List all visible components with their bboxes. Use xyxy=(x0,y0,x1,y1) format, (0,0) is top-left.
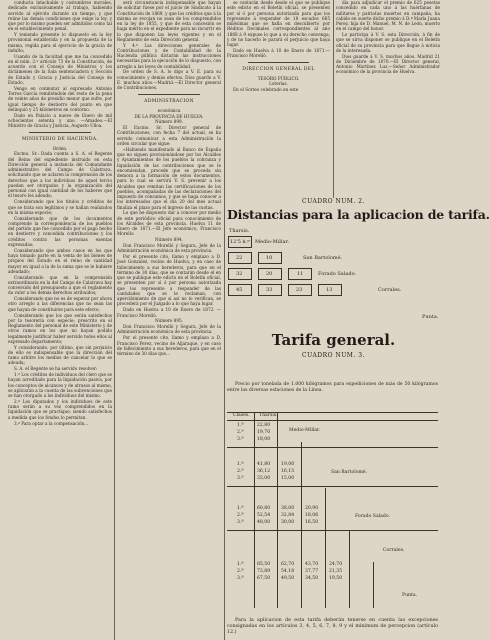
station-label: Medio-Millar. xyxy=(289,428,321,433)
paragraph: día para adjudicar el premio de 625 pesetas concedido en cada uno á las huérfanas de militares y patriotas muertos en campaña, ha cabido en suerte dicho premio á D.ª María Juana Perez, hija de D. Manuel, M. N. de León, muerto en el campo del honor. xyxy=(336,0,440,32)
grid-value: 20 xyxy=(266,271,273,277)
station-label: Corrales. xyxy=(383,548,405,553)
table-rule xyxy=(227,420,438,421)
price-cell: 54,18 xyxy=(281,569,295,574)
price-cell: 38,00 xyxy=(281,506,295,511)
section-heading: DIRECCION GENERAL DEL xyxy=(242,67,315,73)
price-cell: 34,50 xyxy=(305,576,319,581)
paragraph: Dado en Palacio a nueve de Enero de mil ochocientos setenta y uno. —Amadeo.—El Ministro de Gracia y Justicia, Augusto Ulloa. xyxy=(8,112,112,129)
grid-value: 33 xyxy=(266,287,273,293)
price-cell: 60,80 xyxy=(257,506,271,511)
paragraph: Dado en Huelva á 10 de Enero de 1871.—Francisco Morelló. xyxy=(227,47,330,59)
class-label: 2.ª xyxy=(237,430,244,435)
grid-value: 10 xyxy=(266,255,273,261)
price-cell: 32,84 xyxy=(281,513,295,518)
distance-grid xyxy=(228,236,438,324)
price-cell: 18,00 xyxy=(257,437,271,442)
price-cell: 62,70 xyxy=(281,562,295,567)
paragraph: Considerando que en la comprensión extraordinaria en la del Campo de Calatrava hay conversión del presupuesto a que el reglamento da valor a los demás derechos atribuidos; xyxy=(8,274,112,296)
divider xyxy=(248,62,310,63)
subheading: DE LA PROVINCIA DE HUELVA. xyxy=(134,113,204,119)
grid-value: 45 xyxy=(236,287,243,293)
price-cell: 19,50 xyxy=(329,576,343,581)
section-heading: ADMINISTRACION xyxy=(144,99,194,105)
class-label: 2.ª xyxy=(237,469,244,474)
table-rule xyxy=(349,530,350,608)
price-cell: 41,80 xyxy=(257,462,271,467)
price-cell: 19,70 xyxy=(257,430,271,435)
grid-station: Medio-Millar. xyxy=(255,239,289,245)
grid-value: 11 xyxy=(297,271,304,277)
price-cell: 43,70 xyxy=(305,562,319,567)
paragraph: Lo que he dispuesto dar a conocer por medio de este periódico oficial para conocimiento de los Alcaldes de esta provincia. Huelva 11 de Enero de 1871.—El Jefe económico, Francisco Morello. xyxy=(117,210,221,237)
class-label: 3.ª xyxy=(237,520,244,525)
column-header: Tharsis. xyxy=(259,413,278,418)
paragraph: 1.º Los créditos de individuos del clero que se hayan acreditado para la liquidación pasiva, por los conceptos de alcances y de atrasos al mismo, se aplicarán a la cuenta de las subvenciones que se han otorgado a los individuos del mismo. xyxy=(8,372,112,399)
price-cell: 33,00 xyxy=(257,476,271,481)
paragraph: En el Sorteo celebrado en este xyxy=(233,87,299,93)
cuadro-3-label: CUADRO NUM. 3. xyxy=(302,352,365,359)
paragraph: De orden de S. A. lo digo a V. E. para su conocimiento y demás efectos. Dios guarde a V. E. muchos años.—Madrid.—El Director general de Contribuciones. xyxy=(117,69,221,91)
grid-station: San Bartolomé. xyxy=(303,255,343,261)
station-label: Forado Salado. xyxy=(355,514,390,519)
station-label: San Bartolomé. xyxy=(331,470,367,475)
price-cell: 36,12 xyxy=(257,469,271,474)
price-cell: 85,50 xyxy=(257,562,271,567)
tarifa-intro: Precio por tonelada de 1.000 kilógramos para expediciones de más de 50 kilógramos entre las diversas estaciones de la Línea. xyxy=(227,382,438,393)
paragraph: Considerando que no es de esperar por ahora otro arreglo a las diferencias que no sean las que hayan de constituirse para este efecto; xyxy=(8,296,112,312)
paragraph: será circunstancia indispensable que hayan de solicitar fuese por el juicio de Sindicato á la Constitución de 1869, y que los créditos que á la misma se recojan no sean de los comprendidos en la ley de 1855, y que de esta concesión se haga mérito en el expediente para no incurrir en lo que disponen las leyes vigentes y en el Reglamento de esta Dirección general. xyxy=(117,0,221,42)
paragraph: Considerando que de los documentos comprende la correspondencia de los pueblos del partido que fue concedido por el pago hecho en destierro y concedida contribuciones y los créditos contra las personas exentas expresadas; xyxy=(8,215,112,247)
cuadro-2-title: Distancias para la aplicacion de tarifa. xyxy=(227,207,490,222)
price-cell: 37,77 xyxy=(305,569,319,574)
price-cell: 67,50 xyxy=(257,576,271,581)
price-cell: 15,00 xyxy=(281,476,295,481)
grid-value: 13 xyxy=(326,287,333,293)
column-rule xyxy=(333,0,334,198)
paragraph: Considerando que ambos casos en los que haya tomado parte en la venta de los bienes de propios del Estado en el reino de cantidad mayor en igual a la de la suma que se le hubiere adeudado; xyxy=(8,247,112,274)
subheading: TESORO PÚBLICO. xyxy=(257,75,300,81)
divider xyxy=(29,132,91,133)
price-cell: 30,00 xyxy=(281,520,295,525)
paragraph: Don Francisco Morelló y Segura, Jefe de la Administración económica de esta provincia. xyxy=(117,324,221,335)
class-label: 3.ª xyxy=(237,437,244,442)
column-rule xyxy=(114,0,115,640)
price-cell: 49,50 xyxy=(281,576,295,581)
price-cell: 24,70 xyxy=(329,562,343,567)
class-label: 1.ª xyxy=(237,462,244,467)
table-rule xyxy=(301,442,302,608)
paragraph: Vengo en conmutar al expresado Antonio Torres García remitiéndole del resto de la pena de veinte años de presidio menor que sufre, por igual tiempo de destierro del punto en que delinquió y 25 kilómetros en contorno. xyxy=(8,85,112,112)
station-label: Punta. xyxy=(402,593,418,598)
class-label: 1.ª xyxy=(237,506,244,511)
class-label: 1.ª xyxy=(237,423,244,428)
paragraph: Y 4.º Las direcciones generales de Contribuciones y de Contabilidad de la Hacienda pública dictarán las instrucciones necesarias para la ejecución de lo dispuesto, con arreglo a las leyes de contabilidad. xyxy=(117,42,221,69)
column-2 xyxy=(117,0,221,640)
paragraph: Y considerando, por último, que sin perjuicio de ello es indispensable que la dirección del ramo arbitre los medios de cancelar lo que se adeuda; xyxy=(8,344,112,366)
price-cell: 18,06 xyxy=(305,513,319,518)
column-3 xyxy=(227,0,330,200)
table-rule xyxy=(373,562,374,608)
column-rule xyxy=(224,0,225,640)
tarifa-footer: Para la aplicacion de esta tarifa deberán tenerse en cuenta las excepciones consignadas en los artículos 3, 4, 5, 6, 7, 8, 9 y el mínimum de percepcion (artículo 12.) xyxy=(227,618,438,635)
grid-value: 32 xyxy=(236,271,243,277)
notice-number: Número 899. xyxy=(155,119,183,125)
table-rule xyxy=(325,488,326,608)
price-cell: 19,00 xyxy=(281,462,295,467)
price-cell: 16,15 xyxy=(281,469,295,474)
paragraph: se contarán desde desde el que se publique este edicto en el Boletín oficial, se presenten por sí ó por persona autorizada para que los represente á responder de 18 escudos 665 milésimas que se halla en descubierto por Réditos Decimales correspondientes al año 1868 á 9 expuse lo que a su derecho convenga; y de no hacerlo le parará el perjuicio que haya lugar. xyxy=(227,0,330,47)
paragraph: Por el presente cito, llamo y emplazo a D. Francisco Perez, vecino de Aljaraque, y en caso de fallecimiento a sus herederos, para que en el término de 30 días que... xyxy=(117,335,221,357)
grid-station: Punta. xyxy=(422,314,439,320)
cuadro-2-label: CUADRO NUM. 2. xyxy=(302,198,365,205)
column-header: Clases. xyxy=(233,413,250,418)
price-cell: 22,80 xyxy=(257,423,271,428)
price-cell: 52,54 xyxy=(257,513,271,518)
table-rule xyxy=(227,447,438,448)
class-label: 2.ª xyxy=(237,513,244,518)
grid-station: Forado Salado. xyxy=(318,271,357,277)
paragraph: Don Francisco Morelló y Segura, Jefe de la Administración económica de esta provincia. xyxy=(117,243,221,254)
grid-value: 22 xyxy=(236,255,243,261)
divider xyxy=(138,94,200,95)
notice-number: Número 894. xyxy=(155,237,183,243)
paragraph: conducta intachable y costumbres morales, dedicado exclusivamente al trabajo, habiendo servido al ejército durante un tiempo, y que reúne las demás condiciones que exige la ley, y que por lo mismo pueden ser admitidos como tal en el establecimiento penal. xyxy=(8,0,112,32)
notice-number: Número 895. xyxy=(155,318,183,324)
paragraph: Excmo. Sr.: Dada cuenta a S. A. el Regente del Reino del expediente instruido en esta Dirección general a instancia del Comandante administrativo del Campo de Calatrava, solicitando que se aclaren la comprensión de los derechos que a los individuos de aquel tercio puedan ser otorgados y la organización del personal con igual cantidad de los haberes que el tesoro les adeuda; xyxy=(8,151,112,199)
paragraph: Dios guarde á V. S. muchos años. Madrid 21 de Diciembre de 1870.—El Director general, Antonio Martínez Luz.—Señor Administrador económico de la provincia de Huelva. xyxy=(336,53,440,75)
tharsis-label: Tharsis. xyxy=(229,228,250,234)
class-label: 3.ª xyxy=(237,476,244,481)
grid-station: Corrales. xyxy=(378,287,402,293)
section-heading: MINISTERIO DE HACIENDA. xyxy=(21,137,99,143)
price-cell: 73,89 xyxy=(257,569,271,574)
paragraph: Usando de la facultad que me ha concedido en el núm. 2.º artículo 73 de la Constitución, de acuerdo con el Consejo de Ministros y los dictámenes de la Sala sentenciadora y Sección de Estado y Gracia y Justicia del Consejo de Estado, xyxy=(8,53,112,85)
paragraph: El Excmo. Sr. Director general de Contribuciones, con fecha 7 del actual, se ha servido comunicar a esta Administración la orden circular que sigue: xyxy=(117,125,221,146)
price-cell: 16,50 xyxy=(305,520,319,525)
column-4 xyxy=(336,0,440,200)
table-rule xyxy=(254,412,255,608)
table-rule xyxy=(277,412,278,608)
subheading: Orden. xyxy=(52,145,68,151)
grid-value: 12'5 k.ᵐ xyxy=(230,239,251,245)
paragraph: Considerando que los que serán satisfechos por la tesorería con especie; prescrito en el Reglamento del personal de este Ministerio y de otros ramos en los que no hayan podido legalmente justificar haber servido todos ellos al expresado departamento; xyxy=(8,312,112,344)
price-cell: 48,00 xyxy=(257,520,271,525)
paragraph: «Habiendo manifestado al Banco de España que no siguen provisionándose por los Alcaldes y Ayuntamientos de los pueblos la cobranza y liquidación de las contribuciones que se le encomiendan, procede que se proceda sin demora a la formación de estos documentos, para lo cual se servirá V. S. prevenir a los Alcaldes que remitan las certificaciones de los pueblos, acompañadas de las declaraciones del impuesto de consumos, y que se haga conocer a los interesados que el día 20 del mes actual finaliza el plazo para el ingreso de las cuotas. xyxy=(117,146,221,210)
paragraph: 2.º Los diputados y los individuos de este ramo serán a su vez comprendidos en la liquidación que se practique, siendo satisfechos a medida que los fondos lo permitan. xyxy=(8,398,112,420)
price-cell: 21,35 xyxy=(329,569,343,574)
grid-value: 23 xyxy=(296,287,303,293)
paragraph: Y teniendo presente lo dispuesto en la ley provisional establecida y en la propuesta de la misma, regida para el ejercicio de la gracia de indulto; xyxy=(8,32,112,53)
class-label: 3.ª xyxy=(237,576,244,581)
class-label: 1.ª xyxy=(237,562,244,567)
subheading: Loterías. xyxy=(269,81,288,87)
paragraph: Lo participa á V. S. esta Dirección, á fin de que se sirva disponer se publique en el Boletín oficial de su provincia para que llegue á noticia de la interesada. xyxy=(336,32,440,53)
table-rule xyxy=(227,530,438,531)
paragraph: Dado en Huelva a 10 de Enero de 1872. —Francisco Morelló. xyxy=(117,307,221,318)
paragraph: S. A. el Regente se ha servido resolver: xyxy=(14,366,98,372)
subheading: económica xyxy=(157,107,181,113)
paragraph: Por el presente cito, llamo y emplazo a D. José Gonzalez, vecino de Huelva, y en caso de fallecimiento a sus herederos, para que en el término de 30 días, que se contarán desde el en que se publique este edicto en el Boletín oficial, se presenten por sí ó por persona autorizada que los represente a responder de las cantidades que se le reclaman, con apercibimiento de que si así no lo verifican, se procederá por el Juzgado a lo que haya lugar. xyxy=(117,254,221,307)
price-cell: 20,90 xyxy=(305,506,319,511)
class-label: 2.ª xyxy=(237,569,244,574)
tarifa-title: Tarifa general. xyxy=(271,331,396,349)
column-1 xyxy=(8,0,112,640)
paragraph: 3.º Para optar a la compensación... xyxy=(14,420,89,426)
paragraph: Considerando que los títulos y créditos de que se trata son legítimos y se hallan realizados en la misma especie; xyxy=(8,199,112,215)
table-rule xyxy=(227,486,438,487)
